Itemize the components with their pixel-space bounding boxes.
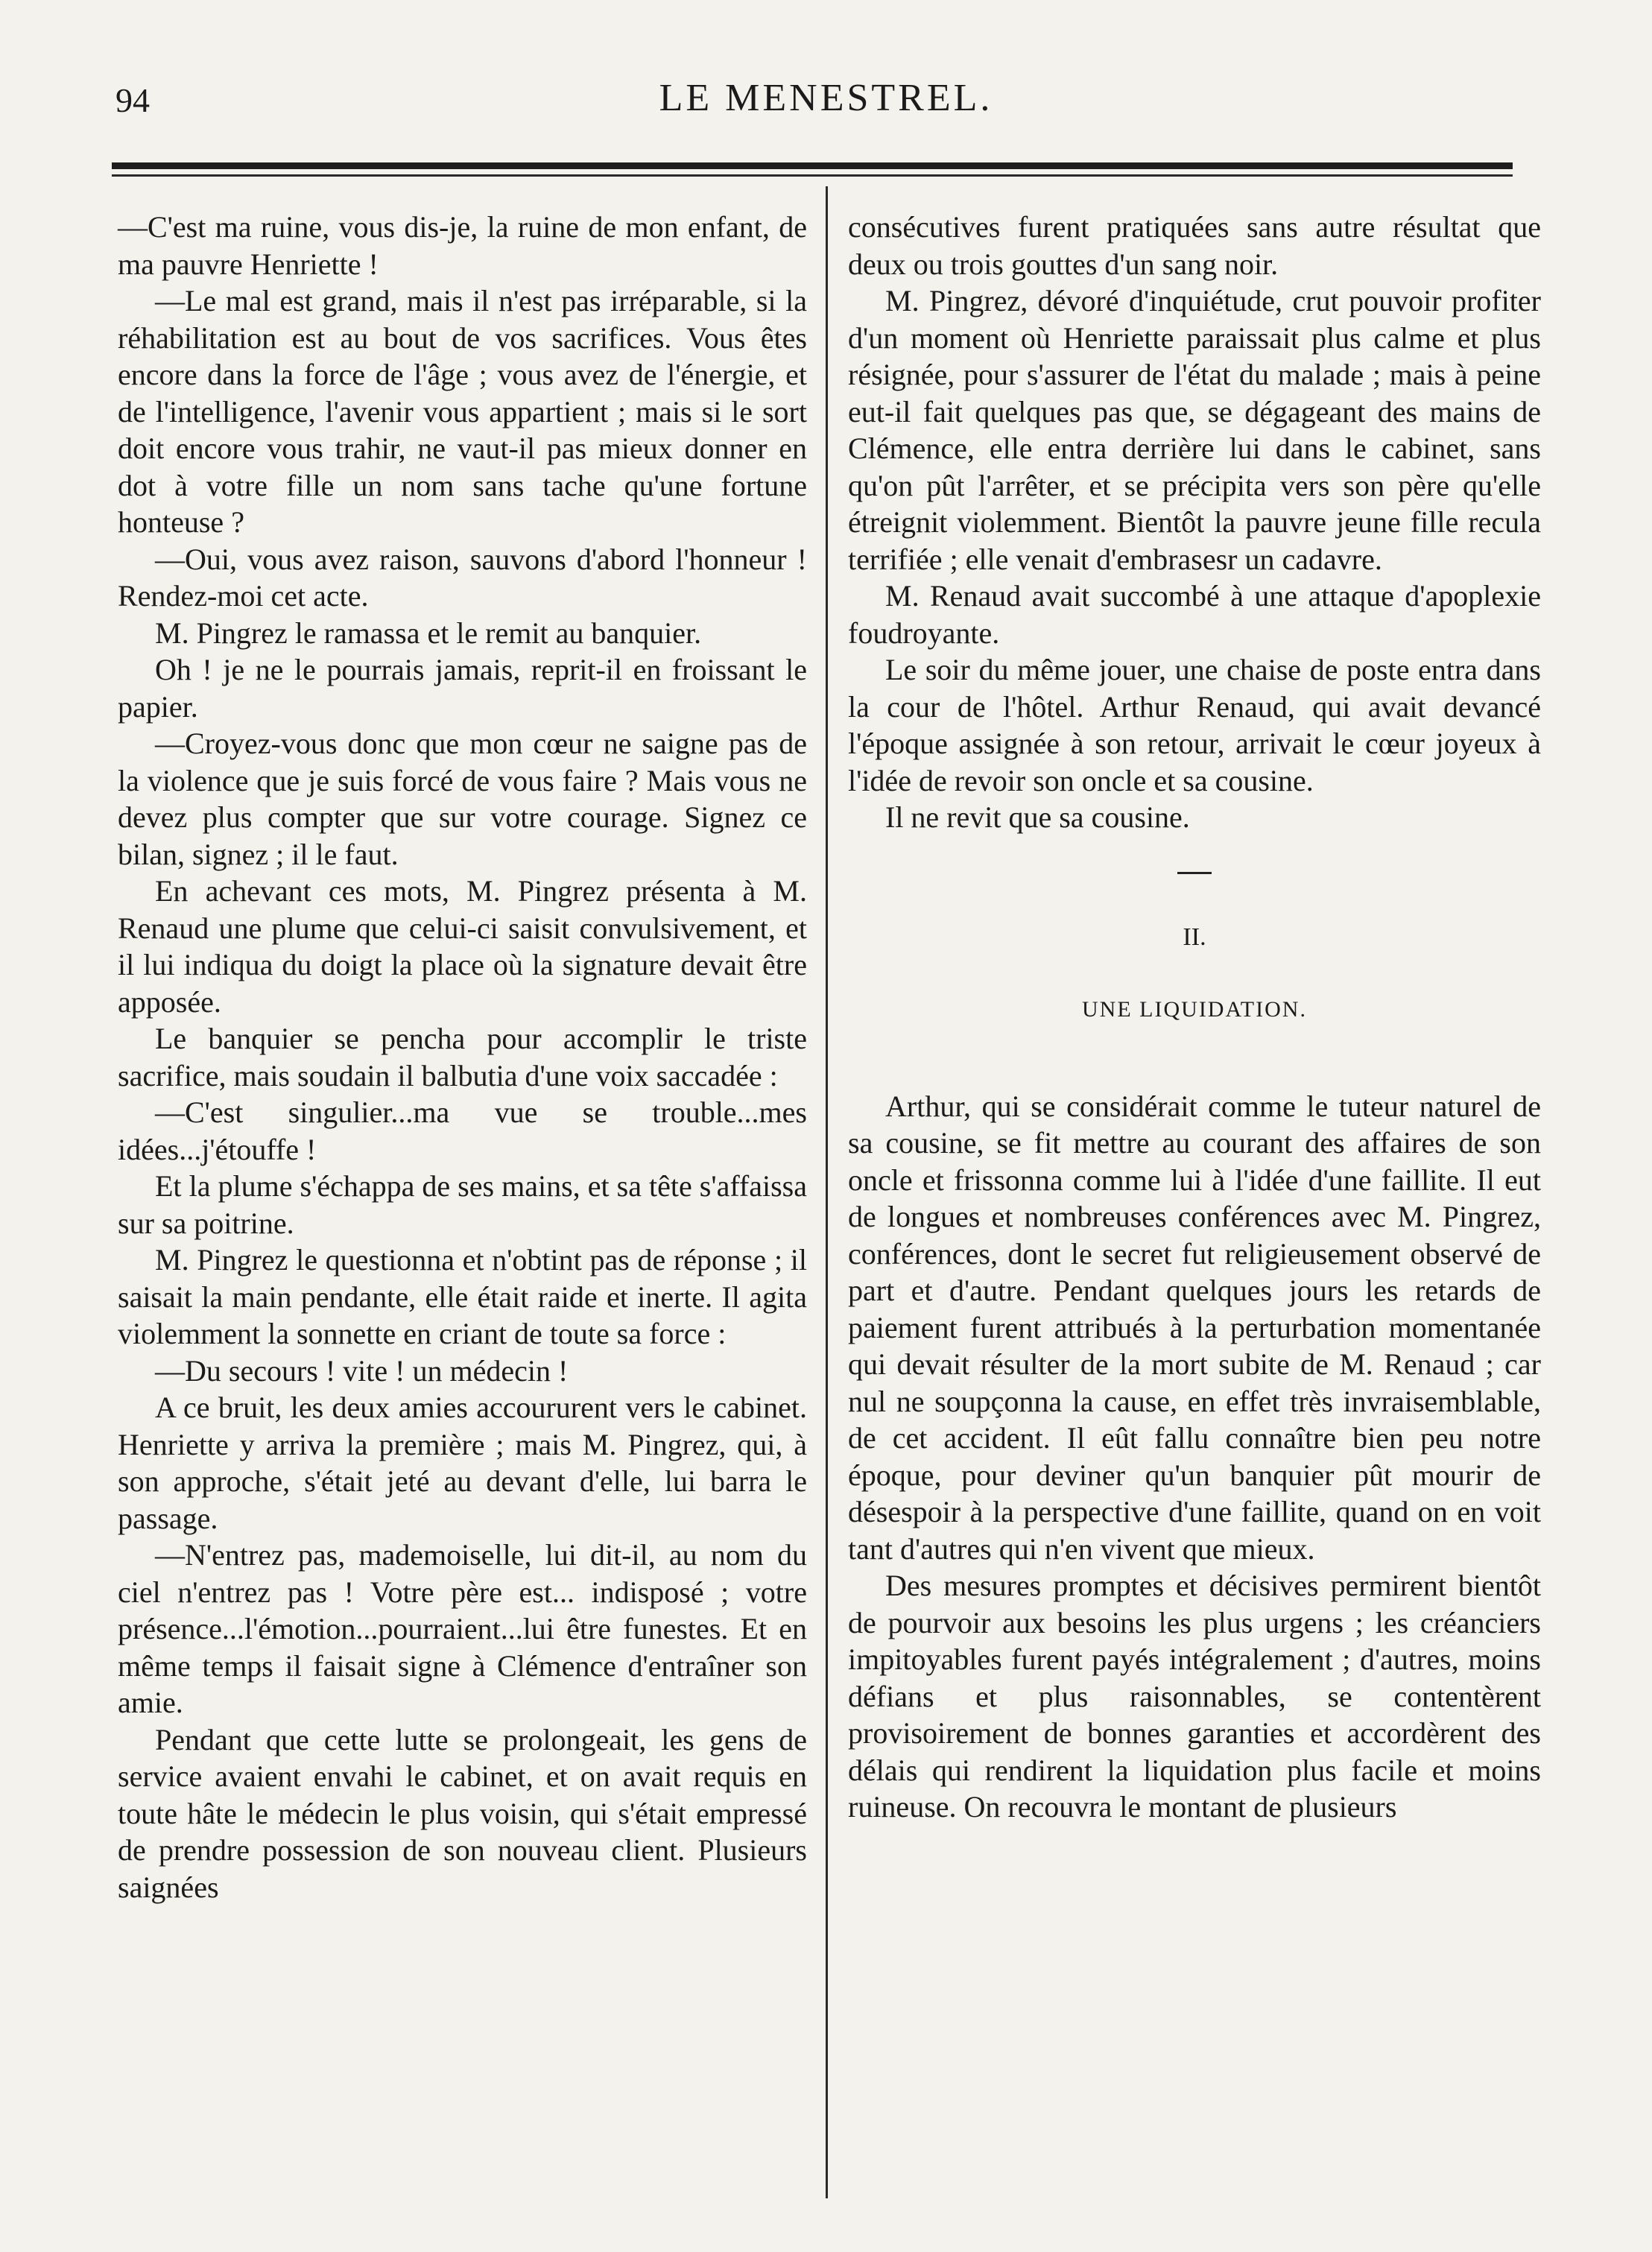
section-dash: [1177, 872, 1212, 874]
paragraph: Pendant que cette lutte se prolongeait, les gens de service avaient envahi le cabinet, et on avait requis en toute hâte le médecin le plus voisin, qui s'était empressé de prendre possession de son nouveau client. Plusieurs saignées: [118, 1722, 807, 1904]
paragraph: —Oui, vous avez raison, sauvons d'abord l'honneur ! Rendez-moi cet acte.: [118, 542, 807, 613]
paragraph: M. Pingrez le ramassa et le remit au banquier.: [155, 616, 702, 650]
header-rule-thin: [112, 174, 1513, 177]
paragraph: —C'est ma ruine, vous dis-je, la ruine de mon enfant, de ma pauvre Henriette !: [118, 210, 807, 281]
page-title: LE MENESTREL.: [659, 77, 993, 119]
right-column: [848, 209, 1541, 1826]
paragraph: —Croyez-vous donc que mon cœur ne saigne pas de la violence que je suis forcé de vous faire ? Mais vous ne devez plus compter que sur votre courage. Signez ce bilan, signez ; il le faut.: [118, 727, 807, 871]
paragraph: A ce bruit, les deux amies accoururent vers le cabinet. Henriette y arriva la première ; mais M. Pingrez, qui, à son approche, s'était jeté au devant d'elle, lui barra le passage.: [118, 1391, 807, 1535]
paragraph: —C'est singulier...ma vue se trouble...mes idées...j'étouffe !: [118, 1095, 807, 1166]
paragraph: Des mesures promptes et décisives permirent bientôt de pourvoir aux besoins les plus urgens ; les créanciers impitoyables furent payés intégralement ; d'autres, moins défians et plus raisonnables, se contentèrent provisoirement de bonnes garanties et accordèrent des délais qui rendirent la liquidation plus facile et moins ruineuse. On recouvra le montant de plusieurs: [848, 1569, 1541, 1824]
paragraph: M. Pingrez, dévoré d'inquiétude, crut pouvoir profiter d'un moment où Henriette paraissait plus calme et plus résignée, pour s'assurer de l'état du malade ; mais à peine eut-il fait quelques pas que, se dégageant des mains de Clémence, elle entra derrière lui dans le cabinet, sans qu'on pût l'arrêter, et se précipita vers son père qu'elle étreignit violemment. Bientôt la pauvre jeune fille recula terrifiée ; elle venait d'embrasesr un cadavre.: [848, 284, 1541, 576]
paragraph: Le banquier se pencha pour accomplir le triste sacrifice, mais soudain il balbutia d'une voix saccadée :: [118, 1022, 807, 1092]
paragraph: —Le mal est grand, mais il n'est pas irréparable, si la réhabilitation est au bout de vos sacrifices. Vous êtes encore dans la force de l'âge ; vous avez de l'énergie, et de l'intelligence, l'avenir vous appartient ; mais si le sort doit encore vous trahir, ne vaut-il pas mieux donner en dot à votre fille un nom sans tache qu'une fortune honteuse ?: [118, 284, 807, 539]
section-number: II.: [1183, 923, 1206, 951]
paragraph: Et la plume s'échappa de ses mains, et sa tête s'affaissa sur sa poitrine.: [118, 1169, 807, 1240]
paragraph: Oh ! je ne le pourrais jamais, reprit-il en froissant le papier.: [118, 653, 807, 724]
page-number: 94: [115, 81, 150, 119]
paragraph: Le soir du même jouer, une chaise de poste entra dans la cour de l'hôtel. Arthur Renaud, qui avait devancé l'époque assignée à son retour, arrivait le cœur joyeux à l'idée de revoir son oncle et sa cousine.: [848, 653, 1541, 797]
paragraph: —Du secours ! vite ! un médecin !: [155, 1353, 569, 1388]
paragraph: En achevant ces mots, M. Pingrez présenta à M. Renaud une plume que celui-ci saisit convulsivement, et il lui indiqua du doigt la place où la signature devait être apposée.: [118, 874, 807, 1019]
paragraph: Il ne revit que sa cousine.: [885, 800, 1190, 834]
column-separator: [826, 186, 828, 2198]
paragraph: M. Renaud avait succombé à une attaque d'apoplexie foudroyante.: [848, 579, 1541, 650]
left-column: [118, 209, 807, 1905]
paragraph: —N'entrez pas, mademoiselle, lui dit-il, au nom du ciel n'entrez pas ! Votre père est... indisposé ; votre présence...l'émotion...pourraient...lui être funestes. Et en même temps il faisait signe à Clémence d'entraîner son amie.: [118, 1538, 807, 1719]
section-title: UNE LIQUIDATION.: [1082, 997, 1307, 1022]
paragraph: consécutives furent pratiquées sans autre résultat que deux ou trois gouttes d'un sang noir.: [848, 210, 1541, 281]
paragraph: M. Pingrez le questionna et n'obtint pas de réponse ; il saisait la main pendante, elle était raide et inerte. Il agita violemment la sonnette en criant de toute sa force :: [118, 1243, 807, 1350]
paragraph: Arthur, qui se considérait comme le tuteur naturel de sa cousine, se fit mettre au courant des affaires de son oncle et frissonna comme lui à l'idée d'une faillite. Il eut de longues et nombreuses conférences avec M. Pingrez, conférences, dont le secret fut religieusement observé de part et d'autre. Pendant quelques jours les retards de paiement furent attribués à la perturbation momentanée qui devait résulter de la mort subite de M. Renaud ; car nul ne soupçonna la cause, en effet très invraisemblable, de cet accident. Il eût fallu connaître bien peu notre époque, pour deviner qu'un banquier pût mourir de désespoir à la perspective d'une faillite, quand on en voit tant d'autres qui n'en vivent que mieux.: [848, 1089, 1541, 1566]
header-rule-thick: [112, 162, 1513, 169]
